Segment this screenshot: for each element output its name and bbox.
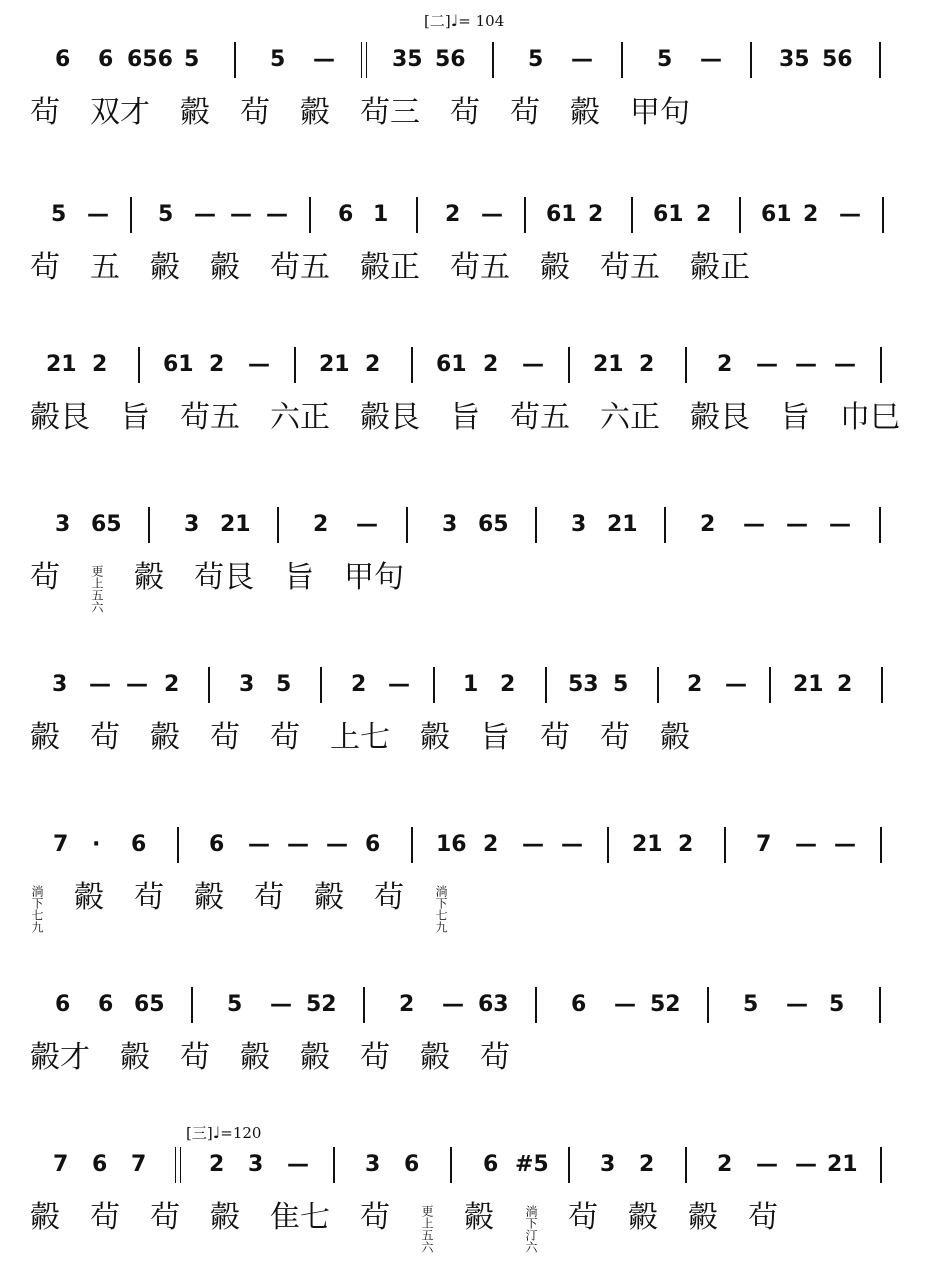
extension-dash: — (388, 672, 410, 697)
jianzi-glyph: 㲉 (74, 880, 104, 915)
jianzi-glyph: 茍 (180, 1040, 210, 1075)
score-line (0, 815, 938, 955)
jianzi-glyph: 㲉 (628, 1200, 658, 1235)
jianzi-glyph: 㲉 (194, 880, 224, 915)
jianzi-tablature-row (30, 1201, 908, 1253)
jianpu-note: 5 (227, 992, 243, 1017)
extension-dash: — (725, 672, 747, 697)
jianpu-note: 3 (600, 1152, 616, 1177)
jianpu-note: 3 (55, 512, 71, 537)
jianzi-tablature-row (30, 721, 908, 773)
barline (138, 347, 140, 383)
extension-dash: — (561, 832, 583, 857)
jianpu-note: 21 (46, 352, 77, 377)
jianzi-glyph: 㲉艮 (690, 400, 750, 435)
jianzi-glyph: 㲉艮 (30, 400, 90, 435)
jianpu-note: 65 (134, 992, 165, 1017)
barline (320, 667, 322, 703)
jianpu-note: 2 (92, 352, 108, 377)
jianpu-note: 5 (158, 202, 174, 227)
barline (880, 347, 882, 383)
extension-dash: — (522, 832, 544, 857)
jianzi-glyph: 㲉 (464, 1200, 494, 1235)
jianpu-note: 5 (184, 47, 200, 72)
jianzi-glyph: 茍五 (270, 250, 330, 285)
jianpu-note: 2 (483, 832, 499, 857)
jianpu-note: 2 (351, 672, 367, 697)
extension-dash: — (270, 992, 292, 1017)
jianpu-note: 6 (92, 1152, 108, 1177)
double-barline (361, 42, 367, 78)
barline (545, 667, 547, 703)
extension-dash: — (481, 202, 503, 227)
jianpu-note: 65 (91, 512, 122, 537)
barline (294, 347, 296, 383)
extension-dash: — (87, 202, 109, 227)
jianzi-tablature-row (30, 251, 908, 303)
barline (148, 507, 150, 543)
jianzi-glyph: 旨 (480, 720, 510, 755)
jianpu-note: 2 (445, 202, 461, 227)
jianzi-glyph: 㲉艮 (360, 400, 420, 435)
barline (177, 827, 179, 863)
barline (363, 987, 365, 1023)
jianpu-note: 1 (463, 672, 479, 697)
jianpu-note: 56 (435, 47, 466, 72)
bpm-value: =120 (220, 1124, 262, 1142)
jianpu-row (0, 335, 938, 395)
barline (492, 42, 494, 78)
barline (664, 507, 666, 543)
jianpu-note: 3 (571, 512, 587, 537)
jianpu-note: 7 (756, 832, 772, 857)
barline (882, 197, 884, 233)
quarter-note-icon: ♩ (212, 1123, 221, 1142)
jianzi-glyph: 茍 (240, 95, 270, 130)
jianpu-note: 21 (220, 512, 251, 537)
jianzi-glyph: 㲉 (210, 1200, 240, 1235)
jianpu-note: 6 (55, 47, 71, 72)
jianzi-glyph: 上七 (330, 720, 390, 755)
jianzi-glyph: 茍五 (180, 400, 240, 435)
jianpu-note: 3 (365, 1152, 381, 1177)
extension-dash: — (795, 832, 817, 857)
jianzi-tablature-row (30, 96, 908, 148)
jianpu-note: 63 (478, 992, 509, 1017)
jianzi-glyph: 㲉 (688, 1200, 718, 1235)
score-line (0, 30, 938, 170)
barline (707, 987, 709, 1023)
extension-dash: — (442, 992, 464, 1017)
jianzi-glyph: 茍三 (360, 95, 420, 130)
barline (750, 42, 752, 78)
jianpu-note: 5 (657, 47, 673, 72)
jianpu-note: 21 (632, 832, 663, 857)
jianpu-note: 21 (607, 512, 638, 537)
jianzi-glyph: 淌下汀六 (524, 1205, 538, 1253)
jianpu-note: 61 (436, 352, 467, 377)
jianpu-note: 52 (650, 992, 681, 1017)
jianpu-note: 5 (270, 47, 286, 72)
jianpu-note: 6 (404, 1152, 420, 1177)
jianzi-glyph: 㲉 (150, 250, 180, 285)
barline (685, 1147, 687, 1183)
jianzi-glyph: 㲉 (210, 250, 240, 285)
barline (769, 667, 771, 703)
extension-dash: — (786, 512, 808, 537)
barline (416, 197, 418, 233)
jianpu-note: · (92, 832, 101, 857)
barline (524, 197, 526, 233)
jianpu-row (0, 495, 938, 555)
extension-dash: — (829, 512, 851, 537)
jianpu-note: 5 (51, 202, 67, 227)
jianzi-glyph: 茍 (90, 1200, 120, 1235)
jianpu-note: 61 (163, 352, 194, 377)
jianzi-glyph: 茍 (90, 720, 120, 755)
quarter-note-icon: ♩ (450, 11, 459, 30)
section-label: [二] (424, 12, 451, 30)
jianzi-glyph: 茍 (150, 1200, 180, 1235)
jianzi-glyph: 六正 (600, 400, 660, 435)
barline (568, 1147, 570, 1183)
extension-dash: — (614, 992, 636, 1017)
jianpu-note: 2 (500, 672, 516, 697)
jianpu-note: 6 (131, 832, 147, 857)
extension-dash: — (756, 1152, 778, 1177)
jianzi-glyph: 㲉 (420, 720, 450, 755)
jianpu-note: 16 (436, 832, 467, 857)
extension-dash: — (326, 832, 348, 857)
jianzi-glyph: 㲉 (240, 1040, 270, 1075)
jianzi-glyph: 茍五 (450, 250, 510, 285)
jianpu-note: 35 (392, 47, 423, 72)
extension-dash: — (230, 202, 252, 227)
jianpu-note: 3 (239, 672, 255, 697)
jianzi-glyph: 茍 (568, 1200, 598, 1235)
extension-dash: — (356, 512, 378, 537)
jianpu-note: 21 (319, 352, 350, 377)
jianpu-note: 2 (399, 992, 415, 1017)
barline (130, 197, 132, 233)
barline (411, 347, 413, 383)
jianpu-row (0, 655, 938, 715)
jianzi-glyph: 旨 (284, 560, 314, 595)
jianpu-note: 61 (546, 202, 577, 227)
jianpu-note: 6 (98, 47, 114, 72)
jianzi-glyph: 㲉 (180, 95, 210, 130)
jianpu-note: 5 (613, 672, 629, 697)
jianzi-glyph: 㲉正 (690, 250, 750, 285)
jianzi-glyph: 茍 (374, 880, 404, 915)
jianpu-row (0, 815, 938, 875)
jianpu-note: 52 (306, 992, 337, 1017)
jianzi-glyph: 茍 (450, 95, 480, 130)
jianpu-note: 2 (696, 202, 712, 227)
barline (685, 347, 687, 383)
jianpu-note: 6 (483, 1152, 499, 1177)
barline (657, 667, 659, 703)
jianzi-glyph: 双才 (90, 95, 150, 130)
barline (631, 197, 633, 233)
jianpu-note: 2 (639, 352, 655, 377)
jianzi-glyph: 㲉 (420, 1040, 450, 1075)
jianpu-note: 2 (209, 352, 225, 377)
extension-dash: — (194, 202, 216, 227)
jianpu-note: 53 (568, 672, 599, 697)
barline (450, 1147, 452, 1183)
jianzi-glyph: 㲉 (30, 1200, 60, 1235)
jianzi-glyph: 㲉 (300, 1040, 330, 1075)
jianzi-glyph: 㲉 (300, 95, 330, 130)
extension-dash: — (313, 47, 335, 72)
barline (568, 347, 570, 383)
jianpu-note: 2 (678, 832, 694, 857)
jianpu-note: 2 (483, 352, 499, 377)
jianpu-note: #5 (515, 1152, 549, 1177)
jianzi-glyph: 茍 (210, 720, 240, 755)
jianzi-glyph: 巾巳 (840, 400, 900, 435)
jianzi-glyph: 淌下七九 (434, 885, 448, 933)
extension-dash: — (248, 352, 270, 377)
jianzi-glyph: 隹七 (270, 1200, 330, 1235)
jianpu-note: 65 (478, 512, 509, 537)
jianpu-note: 2 (313, 512, 329, 537)
extension-dash: — (571, 47, 593, 72)
jianzi-glyph: 㲉才 (30, 1040, 90, 1075)
tempo-mark-2 (424, 10, 504, 31)
bpm-value: = 104 (458, 12, 505, 30)
jianpu-row (0, 1135, 938, 1195)
extension-dash: — (795, 352, 817, 377)
jianpu-note: 21 (827, 1152, 858, 1177)
barline (607, 827, 609, 863)
jianzi-glyph: 茍五 (600, 250, 660, 285)
barline (724, 827, 726, 863)
jianpu-row (0, 185, 938, 245)
jianzi-glyph: 茍 (30, 95, 60, 130)
jianpu-note: 5 (743, 992, 759, 1017)
barline (234, 42, 236, 78)
jianpu-note: 6 (365, 832, 381, 857)
jianpu-row (0, 30, 938, 90)
jianzi-glyph: 甲句 (344, 560, 404, 595)
jianpu-note: 3 (184, 512, 200, 537)
jianzi-glyph: 更上五六 (420, 1205, 434, 1253)
jianzi-glyph: 五 (90, 250, 120, 285)
extension-dash: — (700, 47, 722, 72)
score-line (0, 495, 938, 635)
jianpu-note: 2 (209, 1152, 225, 1177)
jianzi-tablature-row (30, 881, 908, 933)
extension-dash: — (248, 832, 270, 857)
jianpu-note: 2 (717, 1152, 733, 1177)
barline (739, 197, 741, 233)
jianpu-note: 3 (52, 672, 68, 697)
extension-dash: — (89, 672, 111, 697)
jianpu-note: 5 (528, 47, 544, 72)
jianpu-note: 2 (588, 202, 604, 227)
extension-dash: — (839, 202, 861, 227)
jianzi-glyph: 更上五六 (90, 565, 104, 613)
jianzi-glyph: 旨 (450, 400, 480, 435)
extension-dash: — (786, 992, 808, 1017)
extension-dash: — (126, 672, 148, 697)
jianpu-note: 61 (653, 202, 684, 227)
jianzi-glyph: 茍 (30, 250, 60, 285)
barline (411, 827, 413, 863)
extension-dash: — (287, 832, 309, 857)
barline (191, 987, 193, 1023)
jianzi-glyph: 㲉 (540, 250, 570, 285)
jianpu-note: 2 (803, 202, 819, 227)
jianzi-glyph: 㲉 (570, 95, 600, 130)
jianpu-note: 21 (793, 672, 824, 697)
extension-dash: — (522, 352, 544, 377)
barline (535, 507, 537, 543)
jianzi-glyph: 茍五 (510, 400, 570, 435)
barline (879, 507, 881, 543)
jianzi-tablature-row (30, 401, 908, 453)
jianpu-note: 2 (717, 352, 733, 377)
barline (879, 987, 881, 1023)
jianzi-glyph: 㲉 (120, 1040, 150, 1075)
jianpu-note: 2 (365, 352, 381, 377)
jianpu-note: 3 (442, 512, 458, 537)
jianzi-glyph: 㲉 (150, 720, 180, 755)
jianpu-note: 6 (338, 202, 354, 227)
jianpu-note: 656 (127, 47, 173, 72)
barline (621, 42, 623, 78)
barline (433, 667, 435, 703)
jianpu-note: 6 (209, 832, 225, 857)
jianzi-glyph: 茍艮 (194, 560, 254, 595)
extension-dash: — (287, 1152, 309, 1177)
jianpu-note: 2 (700, 512, 716, 537)
jianpu-note: 2 (687, 672, 703, 697)
barline (880, 827, 882, 863)
barline (406, 507, 408, 543)
jianpu-note: 7 (53, 1152, 69, 1177)
barline (309, 197, 311, 233)
barline (333, 1147, 335, 1183)
jianzi-glyph: 淌下七九 (30, 885, 44, 933)
jianzi-glyph: 茍 (254, 880, 284, 915)
score-line (0, 655, 938, 795)
jianzi-glyph: 茍 (360, 1200, 390, 1235)
jianpu-note: 7 (131, 1152, 147, 1177)
jianpu-note: 3 (248, 1152, 264, 1177)
score-line (0, 1135, 938, 1275)
jianzi-glyph: 茍 (270, 720, 300, 755)
jianzi-glyph: 茍 (30, 560, 60, 595)
jianzi-glyph: 㲉 (314, 880, 344, 915)
jianpu-note: 6 (55, 992, 71, 1017)
jianzi-glyph: 旨 (780, 400, 810, 435)
jianzi-glyph: 㲉 (134, 560, 164, 595)
jianzi-glyph: 㲉 (30, 720, 60, 755)
double-barline (175, 1147, 181, 1183)
section-label: [三] (186, 1124, 213, 1142)
jianzi-glyph: 茍 (360, 1040, 390, 1075)
extension-dash: — (795, 1152, 817, 1177)
jianzi-glyph: 茍 (134, 880, 164, 915)
jianzi-glyph: 旨 (120, 400, 150, 435)
jianpu-note: 61 (761, 202, 792, 227)
barline (277, 507, 279, 543)
extension-dash: — (756, 352, 778, 377)
jianpu-note: 21 (593, 352, 624, 377)
jianpu-note: 5 (829, 992, 845, 1017)
score-line (0, 335, 938, 475)
barline (208, 667, 210, 703)
jianpu-note: 2 (639, 1152, 655, 1177)
jianpu-note: 35 (779, 47, 810, 72)
jianzi-glyph: 茍 (600, 720, 630, 755)
jianpu-note: 2 (837, 672, 853, 697)
barline (535, 987, 537, 1023)
extension-dash: — (266, 202, 288, 227)
barline (881, 667, 883, 703)
jianpu-note: 56 (822, 47, 853, 72)
jianpu-note: 6 (571, 992, 587, 1017)
jianzi-glyph: 六正 (270, 400, 330, 435)
jianzi-glyph: 茍 (510, 95, 540, 130)
barline (879, 42, 881, 78)
jianpu-note: 2 (164, 672, 180, 697)
score-line (0, 975, 938, 1115)
jianzi-glyph: 㲉 (660, 720, 690, 755)
jianzi-glyph: 茍 (540, 720, 570, 755)
barline (880, 1147, 882, 1183)
jianzi-glyph: 㲉正 (360, 250, 420, 285)
jianzi-tablature-row (30, 1041, 908, 1093)
jianpu-note: 6 (98, 992, 114, 1017)
jianzi-glyph: 茍 (748, 1200, 778, 1235)
jianzi-glyph: 甲句 (630, 95, 690, 130)
score-line (0, 185, 938, 325)
jianpu-note: 5 (276, 672, 292, 697)
jianzi-glyph: 茍 (480, 1040, 510, 1075)
extension-dash: — (743, 512, 765, 537)
jianpu-note: 1 (373, 202, 389, 227)
jianpu-row (0, 975, 938, 1035)
jianzi-tablature-row (30, 561, 908, 613)
jianpu-note: 7 (53, 832, 69, 857)
extension-dash: — (834, 832, 856, 857)
extension-dash: — (834, 352, 856, 377)
